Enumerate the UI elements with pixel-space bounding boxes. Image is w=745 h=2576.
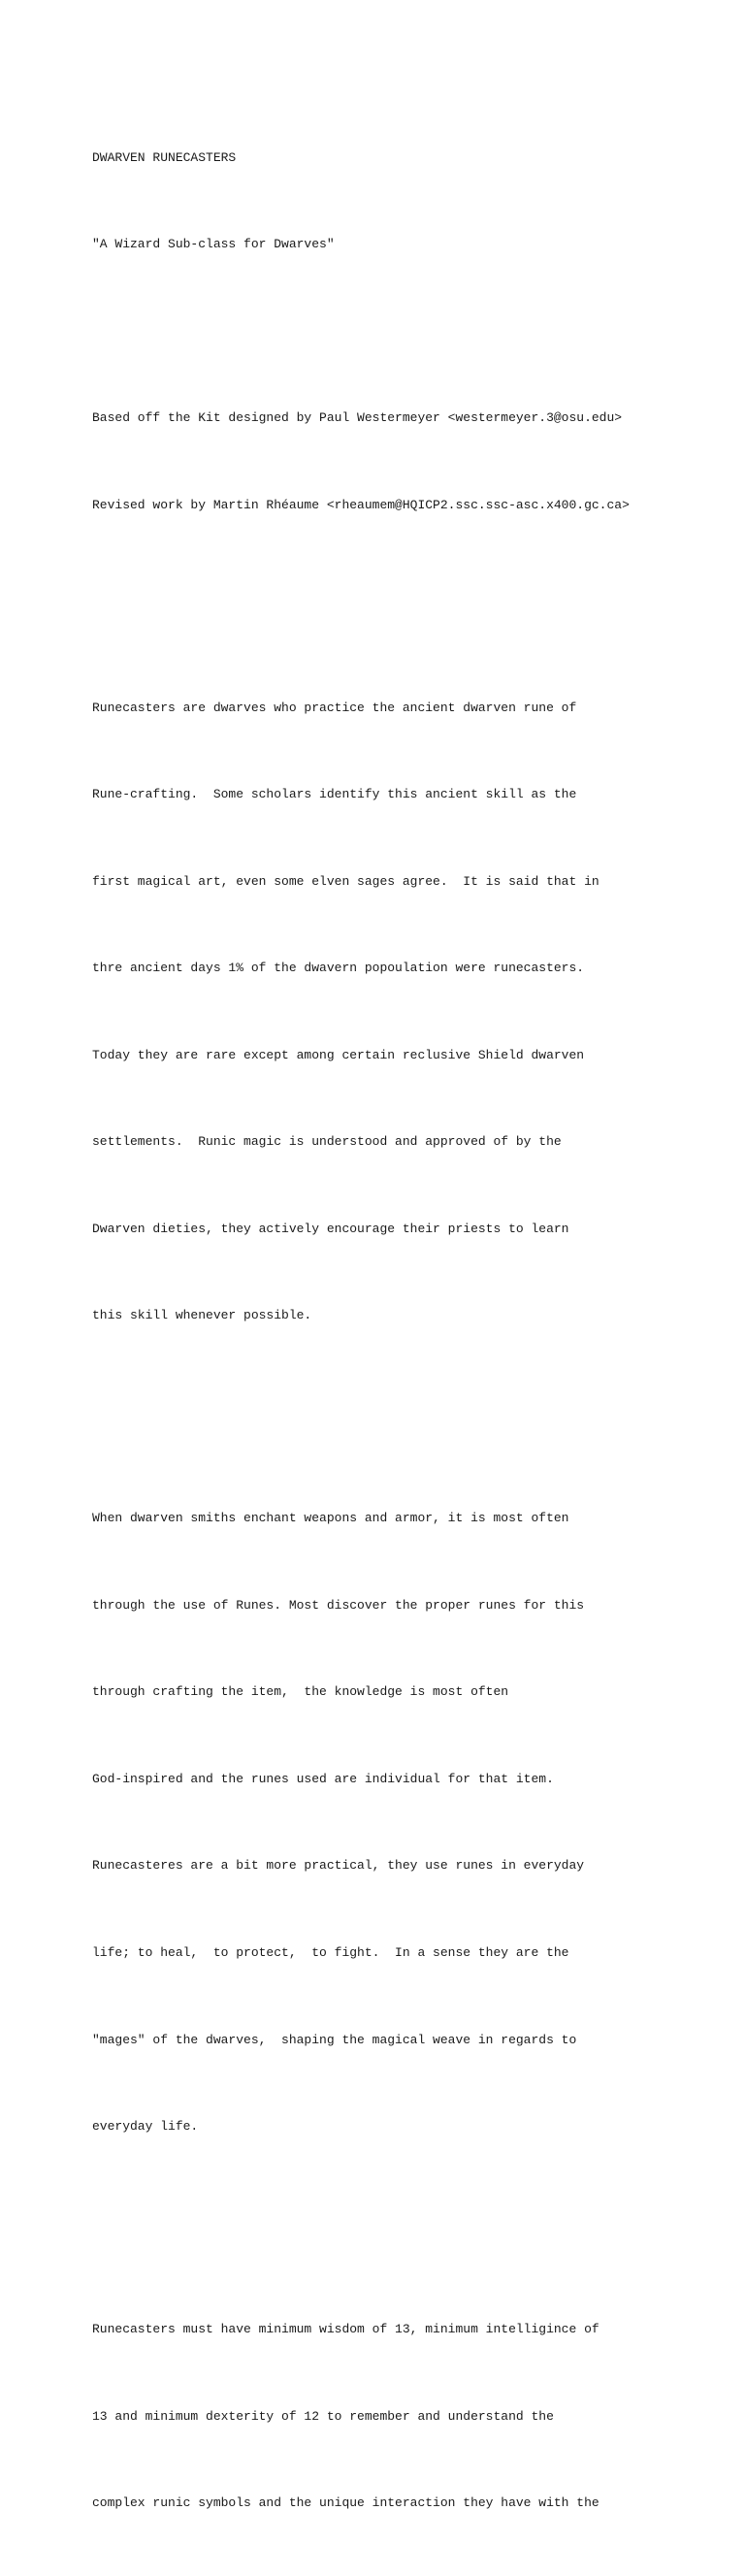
paragraph-line: Runecasters are dwarves who practice the ancient dwarven rune of (92, 700, 577, 715)
paragraph-line: life; to heal, to protect, to fight. In a sense they are the (92, 1945, 569, 1960)
paragraph-line: Runecasteres are a bit more practical, they use runes in everyday (92, 1858, 585, 1874)
paragraph-line: "mages" of the dwarves, shaping the magical weave in regards to (92, 2032, 577, 2047)
paragraph-line: Dwarven dieties, they actively encourage their priests to learn (92, 1221, 569, 1236)
credit-line: Based off the Kit designed by Paul Westermeyer <westermeyer.3@osu.edu> (92, 410, 623, 426)
paragraph-line: this skill whenever possible. (92, 1308, 312, 1323)
blank-line (92, 1388, 723, 1418)
document-body (92, 85, 723, 2576)
paragraph-line: 13 and minimum dexterity of 12 to remember and understand the (92, 2408, 554, 2424)
paragraph-line: When dwarven smiths enchant weapons and armor, it is most often (92, 1511, 569, 1526)
document-subtitle: "A Wizard Sub-class for Dwarves" (92, 237, 335, 252)
paragraph-line: thre ancient days 1% of the dwavern popoulation were runecasters. (92, 961, 585, 976)
blank-line (92, 2200, 723, 2229)
paragraph-line: settlements. Runic magic is understood and approved of by the (92, 1134, 562, 1150)
paragraph-line: through crafting the item, the knowledge is most often (92, 1684, 509, 1700)
credit-line: Revised work by Martin Rhéaume <rheaumem@HQICP2.ssc.ssc-asc.x400.gc.ca> (92, 497, 630, 512)
paragraph-line: Runecasters must have minimum wisdom of 13, minimum intelligince of (92, 2321, 599, 2336)
paragraph-line: complex runic symbols and the unique interaction they have with the (92, 2495, 599, 2511)
paragraph-line: first magical art, even some elven sages agree. It is said that in (92, 873, 599, 889)
paragraph-line: Today they are rare except among certain reclusive Shield dwarven (92, 1047, 585, 1062)
blank-line (92, 317, 723, 346)
document-title: DWARVEN RUNECASTERS (92, 149, 237, 165)
paragraph-line: Rune-crafting. Some scholars identify this ancient skill as the (92, 787, 577, 802)
paragraph-line: through the use of Runes. Most discover the proper runes for this (92, 1597, 585, 1613)
paragraph-line: everyday life. (92, 2119, 199, 2135)
blank-line (92, 577, 723, 606)
paragraph-line: God-inspired and the runes used are individual for that item. (92, 1771, 554, 1786)
